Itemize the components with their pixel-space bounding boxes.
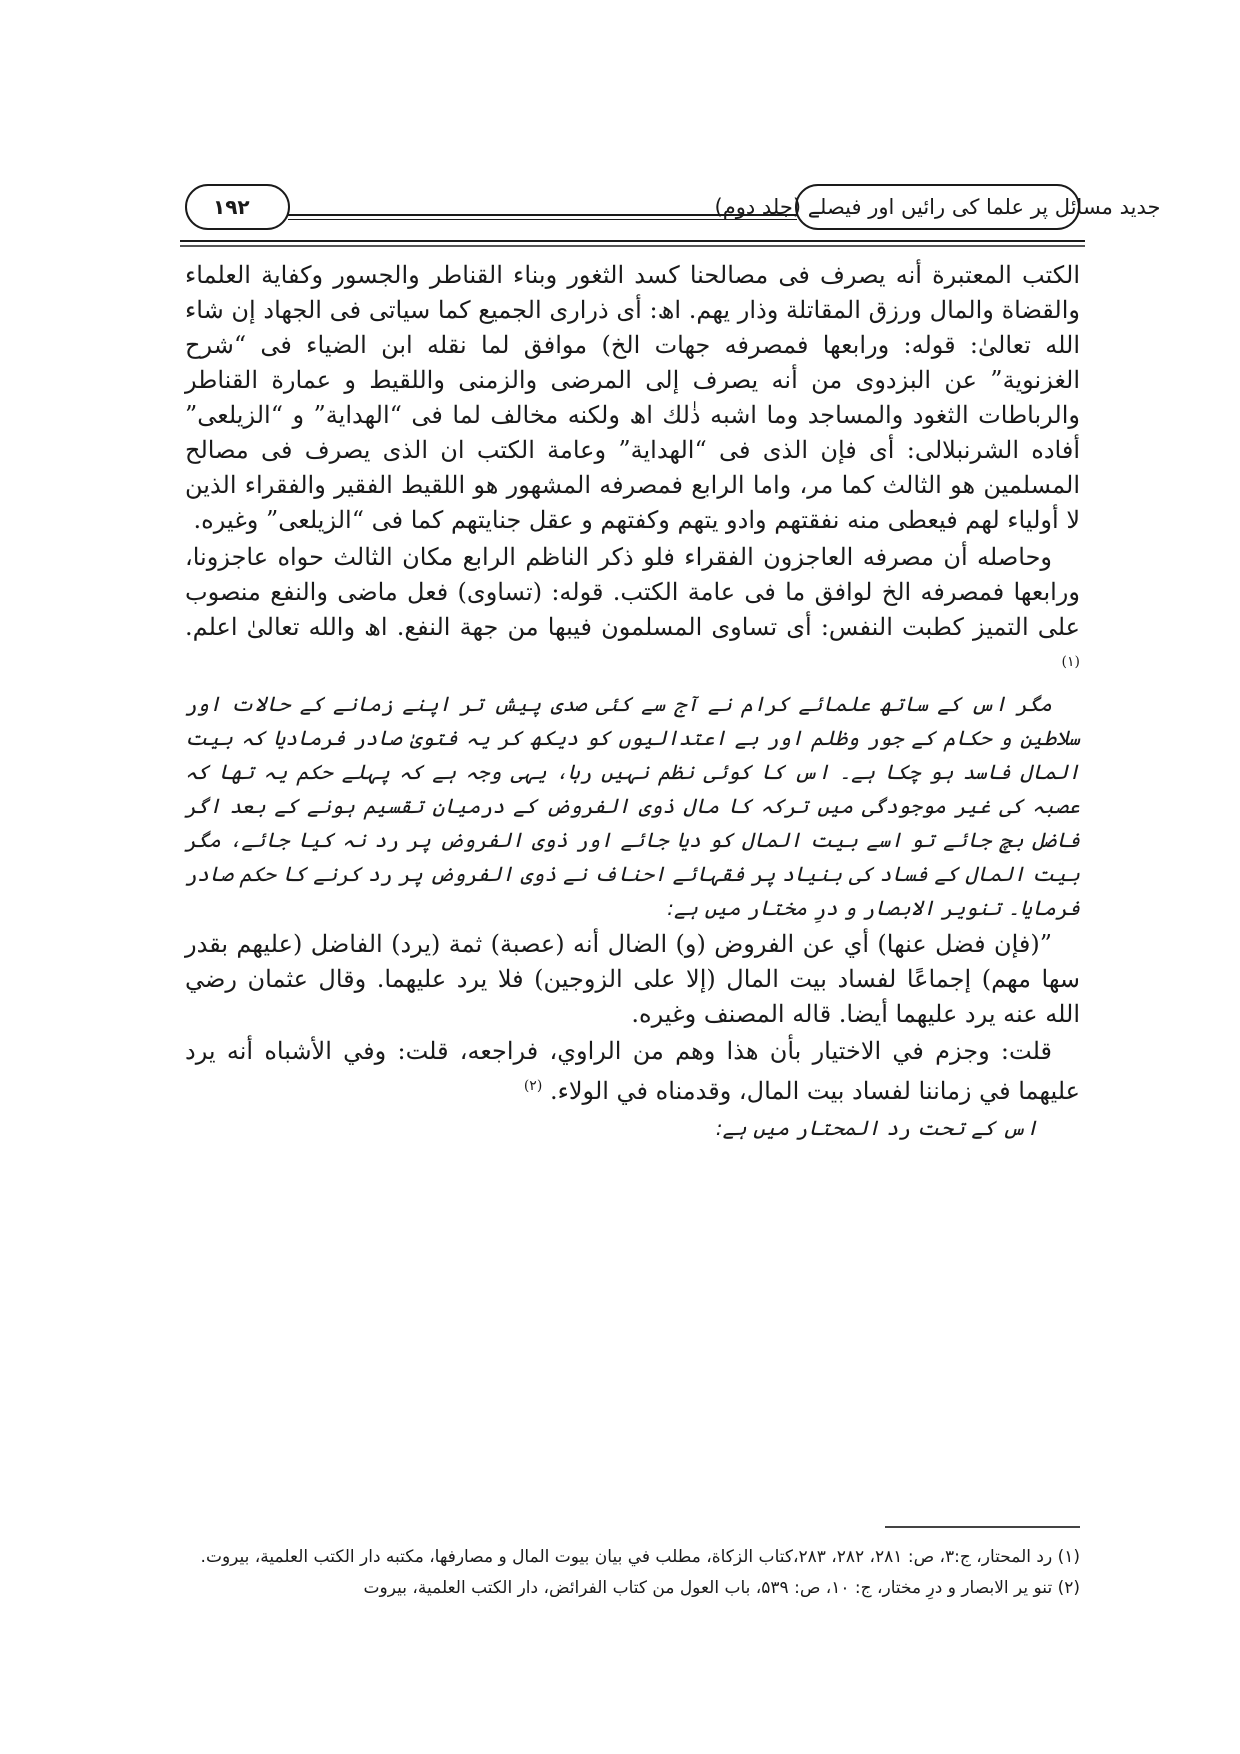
running-title-box <box>714 184 1161 230</box>
page-number: ۱۹۲ <box>213 195 250 219</box>
footnote-separator <box>885 1526 1080 1528</box>
paragraph-text: مگر اس کے ساتھ علمائے کرام نے آج سے کئی صدی پیش تر اپنے زمانے کے حالات اور سلاطین و حکام کے جور وظلم اور بے اعتدالیوں کو دیکھ کر یہ فتویٰ صادر فرمادیا کہ بیت المال فاسد ہو چکا ہے۔ اس کا کوئی نظم نہیں رہا، یہی وجہ ہے کہ پہلے حکم یہ تھا کہ عصبہ کی غیر موجودگی میں ترکہ کا مال ذوی الفروض کے درمیان تقسیم ہونے کے بعد اگر فاضل بچ جائے تو اسے بیت المال کو دیا جائے اور ذوی الفروض پر رد نہ کیا جائے، مگر بیت المال کے فساد کی بنیاد پر فقہائے احناف نے ذوی الفروض پر رد کرنے کا حکم صادر فرمایا۔ تنویر الابصار و درِ مختار میں ہے: <box>185 692 1080 920</box>
footnote-ref-2[interactable]: (۲) <box>523 1078 543 1094</box>
header-bottom-rule <box>180 240 1085 247</box>
paragraph-text: وحاصله أن مصرفه العاجزون الفقراء فلو ذکر الناظم الرابع مکان الثالث حواه عاجزونا، ورابعها فمصرفه الخ لوافق ما فی عامة الکتب. قوله: (تساوی) فعل ماضی والنفع منصوب علی التمیز کطبت النفس: أی تساوی المسلمون فیبها من جهة النفع. اھ والله تعالیٰ اعلم. <box>185 543 1080 641</box>
footnote-2 <box>185 1573 1080 1604</box>
footnote-text: تنو یر الابصار و درِ مختار، ج: ۱۰، ص: ۵۳۹، باب العول من کتاب الفرائض، دار الکتب العلمیة، بیروت <box>363 1578 1053 1598</box>
footnote-ref-1[interactable]: (۱) <box>1061 654 1080 670</box>
footnote-text: رد المحتار، ج:۳، ص: ۲۸۱، ۲۸۲، ۲۸۳،کتاب الزکاة، مطلب في بیان بیوت المال و مصارفها، مکتبه دار الکتب العلمیة، بیروت. <box>200 1547 1053 1567</box>
paragraph-text: ”(فإن فضل عنها) أي عن الفروض (و) الضال أنه (عصبة) ثمة (یرد) الفاضل (علیهم بقدر سها مهم) إجماعًا لفساد بیت المال (إلا علی الزوجین) فلا یرد علیهما. وقال عثمان رضي الله عنه یرد علیهما أیضا. قاله المصنف وغیره. <box>185 930 1080 1028</box>
paragraph-text: قلت: وجزم في الاختیار بأن هذا وهم من الراوي، فراجعه، قلت: وفي الأشباه أنه یرد علیهما في زماننا لفساد بیت المال، وقدمناه في الولاء. <box>185 1037 1080 1105</box>
arabic-paragraph-2 <box>185 540 1080 685</box>
arabic-quote-paragraph <box>185 927 1080 1032</box>
paragraph-text: الکتب المعتبرة أنه یصرف فی مصالحنا کسد الثغور وبناء القناطر والجسور وکفایة العلماء والقضاة والمال ورزق المقاتلة وذار یهم. اھ: أی ذراری الجمیع کما سیاتی فی الجهاد إن شاء الله تعالیٰ: قوله: ورابعها فمصرفه جهات الخ) موافق لما نقله ابن الضیاء فی “شرح الغزنویة” عن البزدوی من أنه یصرف إلی المرضی والزمنی واللقیط و عمارة القناطر والرباطات الثغود والمساجد وما اشبه ذٰلك اھ ولکنه مخالف لما فی “الهدایة” و “الزیلعی” أفاده الشرنبلالی: أی فإن الذی فی “الهدایة” وعامة الکتب ان الذی یصرف فی مصالح المسلمین هو الثالث کما مر، واما الرابع فمصرفه المشهور هو اللقیط الفقیر والفقراء الذین لا أولیاء لهم فیعطی منه نفقتهم وادو یتهم وکفتهم و عقل جنایتهم کما فی “الزیلعی” وغیره. <box>185 261 1080 534</box>
page-header <box>185 180 1161 236</box>
footnote-marker: (۱) <box>1057 1547 1080 1567</box>
paragraph-text: اس کے تحت رد المحتار میں ہے: <box>715 1116 1038 1140</box>
book-title: جدید مسائل پر علما کی رائیں اور فیصلے (جلد دوم) <box>714 195 1161 219</box>
footnotes <box>185 1542 1080 1604</box>
book-page <box>185 180 1161 1598</box>
footnote-1 <box>185 1542 1080 1573</box>
urdu-paragraph-1 <box>185 687 1080 925</box>
arabic-paragraph-3 <box>185 1034 1080 1109</box>
urdu-lead-in <box>185 1111 1080 1145</box>
page-body <box>185 258 1080 1145</box>
footnote-marker: (۲) <box>1057 1578 1080 1598</box>
page-number-box <box>185 184 290 230</box>
arabic-paragraph-1 <box>185 258 1080 538</box>
